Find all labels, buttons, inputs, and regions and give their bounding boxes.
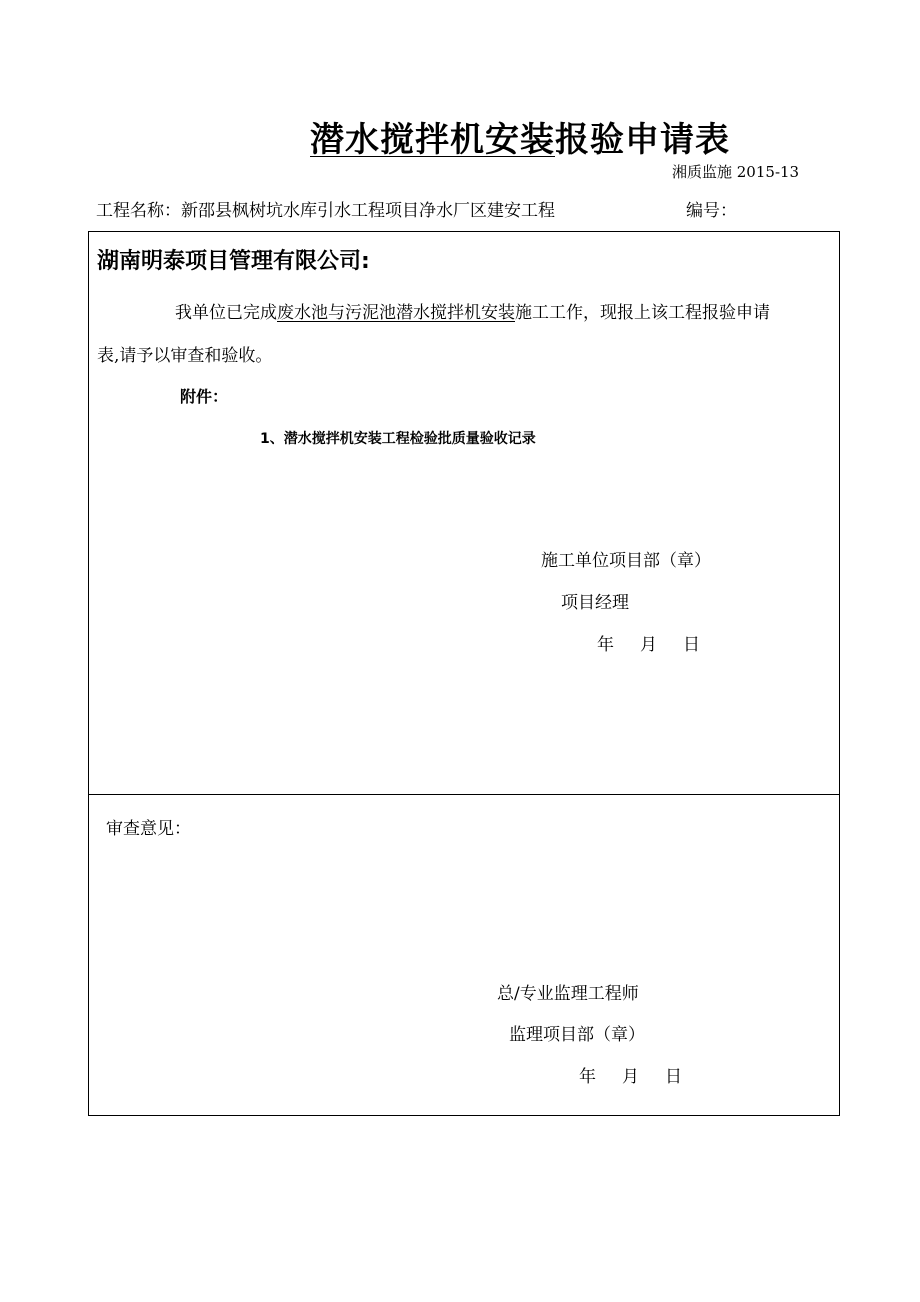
date-month: 月 [640,635,657,655]
recipient-company: 湖南明泰项目管理有限公司: [97,249,370,274]
construction-unit-signature: 施工单位项目部（章） [541,551,711,571]
serial-number-label: 编号： [686,201,737,221]
page-title [0,112,920,161]
application-date [597,630,700,655]
section-divider [88,794,840,795]
review-opinion-label: 审查意见： [106,819,191,839]
body-suffix: 施工工作，现报上该工程报验申请 [515,303,770,323]
title-underlined: 潜水搅拌机安装 [310,120,555,160]
date-year: 年 [579,1067,596,1087]
document-number: 湘质监施 2015-13 [672,163,800,181]
title-rest: 报验申请表 [555,120,730,160]
body-work-item: 废水池与污泥池潜水搅拌机安装 [277,303,515,323]
application-body-line-1 [175,298,770,323]
supervision-dept-signature: 监理项目部（章） [509,1025,645,1045]
project-value: 新邵县枫树坑水库引水工程项目净水厂区建安工程 [181,201,555,221]
date-day: 日 [683,635,700,655]
project-label: 工程名称： [96,201,181,221]
date-month: 月 [622,1067,639,1087]
supervising-engineer-signature: 总/专业监理工程师 [497,984,639,1004]
project-manager-signature: 项目经理 [561,593,629,613]
attachment-item: 1、潜水搅拌机安装工程检验批质量验收记录 [260,431,536,447]
application-body-line-2: 表,请予以审查和验收。 [97,346,273,366]
body-prefix: 我单位已完成 [175,303,277,323]
date-year: 年 [597,635,614,655]
attachment-label: 附件： [180,387,229,406]
review-date [579,1062,682,1087]
date-day: 日 [665,1067,682,1087]
project-name-line [96,196,555,221]
